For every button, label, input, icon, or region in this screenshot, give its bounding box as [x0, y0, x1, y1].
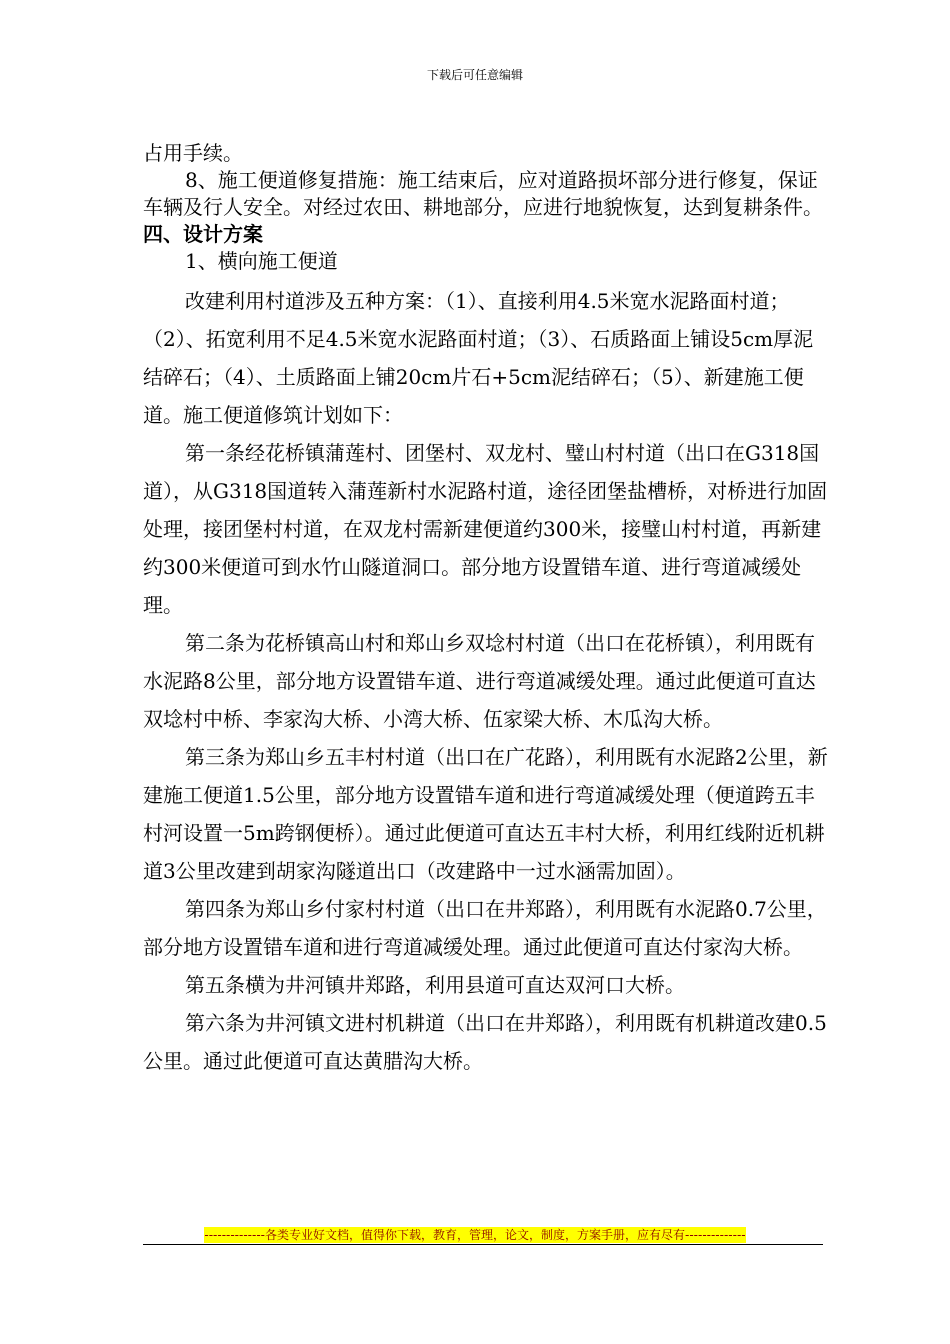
section-heading: 四、设计方案	[143, 222, 263, 246]
paragraph-road-1: 第一条经花桥镇蒲莲村、团堡村、双龙村、璧山村村道（出口在G318国道），从G318国道转入蒲莲新村水泥路村道，途径团堡盐槽桥，对桥进行加固处理，接团堡村村道，在双龙村需新建便道约300米，接璧山村村道，再新建约300米便道可到水竹山隧道洞口。部分地方设置错车道、进行弯道减缓处理。	[143, 441, 828, 617]
page-header: 下载后可任意编辑	[426, 68, 523, 82]
paragraph-road-6: 第六条为井河镇文进村机耕道（出口在井郑路），利用既有机耕道改建0.5公里。通过此便道可直达黄腊沟大桥。	[143, 1011, 827, 1073]
paragraph-road-3: 第三条为郑山乡五丰村村道（出口在广花路），利用既有水泥路2公里，新建施工便道1.5公里，部分地方设置错车道和进行弯道减缓处理（便道跨五丰村河设置一5m跨钢便桥）。通过此便道可直达五丰村大桥，利用红线附近机耕道3公里改建到胡家沟隧道出口（改建路中一过水涵需加固）。	[143, 745, 828, 883]
footer-rule	[143, 1244, 823, 1245]
subsection-heading: 1、横向施工便道	[185, 249, 338, 273]
paragraph-road-2: 第二条为花桥镇高山村和郑山乡双埝村村道（出口在花桥镇），利用既有水泥路8公里，部分地方设置错车道、进行弯道减缓处理。通过此便道可直达双埝村中桥、李家沟大桥、小湾大桥、伍家梁大桥、木瓜沟大桥。	[143, 631, 816, 731]
paragraph-continuation: 占用手续。	[143, 141, 243, 165]
footer-banner: --------------各类专业好文档，值得你下载，教育，管理，论文，制度，方案手册，应有尽有--------------	[204, 1228, 746, 1242]
paragraph-repair-measures: 8、施工便道修复措施：施工结束后，应对道路损坏部分进行修复，保证车辆及行人安全。对经过农田、耕地部分，应进行地貌恢复，达到复耕条件。	[143, 168, 823, 219]
paragraph-road-4: 第四条为郑山乡付家村村道（出口在井郑路），利用既有水泥路0.7公里，部分地方设置错车道和进行弯道减缓处理。通过此便道可直达付家沟大桥。	[143, 897, 827, 959]
paragraph-road-5: 第五条横为井河镇井郑路，利用县道可直达双河口大桥。	[185, 973, 685, 997]
document-body	[143, 140, 833, 1080]
page-footer	[0, 1226, 950, 1243]
paragraph-schemes: 改建利用村道涉及五种方案：（1）、直接利用4.5米宽水泥路面村道；（2）、拓宽利用不足4.5米宽水泥路面村道；（3）、石质路面上铺设5cm厚泥结碎石；（4）、土质路面上铺20cm片石+5cm泥结碎石；（5）、新建施工便道。施工便道修筑计划如下：	[143, 289, 814, 427]
